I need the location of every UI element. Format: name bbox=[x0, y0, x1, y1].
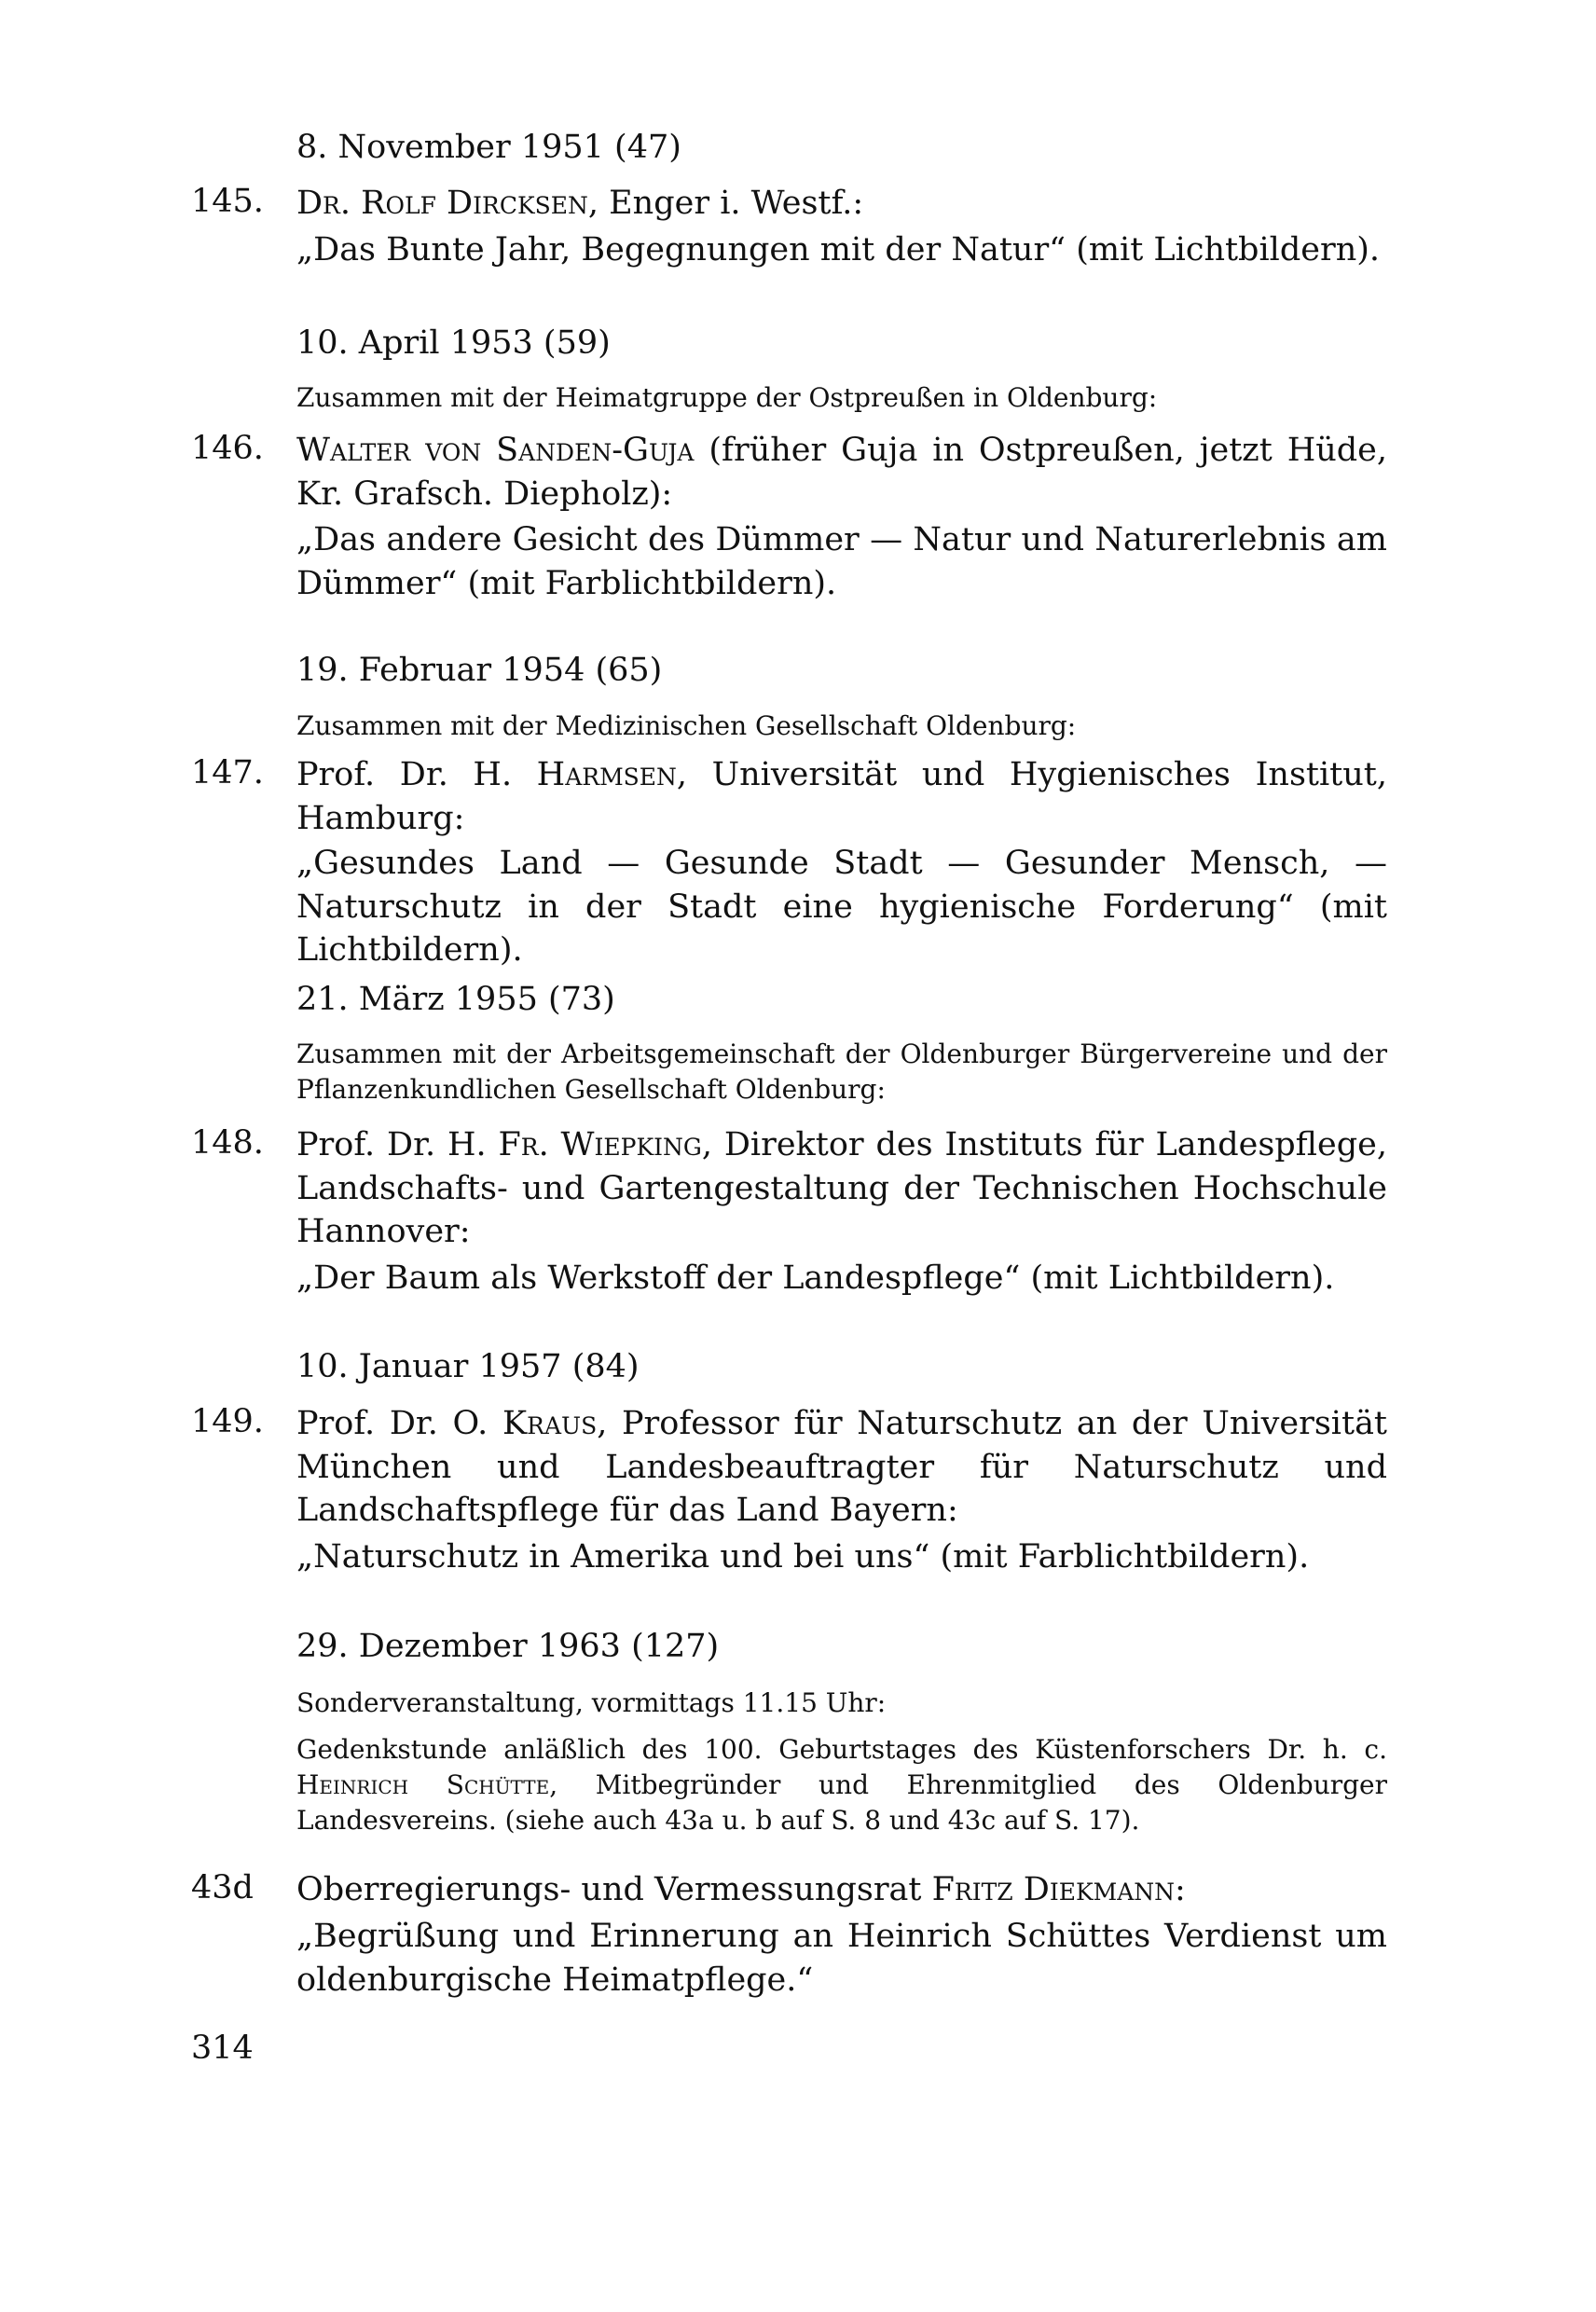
note-text-continued: , Mitbegründer und Ehrenmitglied des Oldenburger Landesvereins. (siehe auch 43a u. b auf S. 8 und 43c auf S. 17). bbox=[296, 1768, 1387, 1836]
speaker-prefix: Prof. Dr. H. bbox=[296, 1126, 499, 1163]
entry-number: 43d bbox=[191, 1869, 254, 1906]
speaker bbox=[296, 1402, 1387, 1533]
entry-number: 145. bbox=[191, 183, 264, 220]
speaker bbox=[296, 1123, 1387, 1254]
page-number: 314 bbox=[191, 2030, 254, 2067]
event-date: 10. Januar 1957 (84) bbox=[296, 1348, 640, 1385]
speaker-name: Kraus bbox=[502, 1405, 598, 1442]
lecture-title: „Gesundes Land — Gesunde Stadt — Gesunder Mensch, — Naturschutz in der Stadt eine hygienische Forderung“ (mit Lichtbildern). bbox=[296, 845, 1387, 970]
event-note: Zusammen mit der Arbeitsgemeinschaft der Oldenburger Bürgervereine und der Pflanzenkundlichen Gesellschaft Oldenburg: bbox=[296, 1039, 1387, 1105]
entry-number: 149. bbox=[191, 1403, 264, 1440]
note-text: Gedenkstunde anläßlich des 100. Geburtstages des Küstenforschers Dr. h. c. bbox=[296, 1734, 1387, 1765]
speaker-affiliation: , Universität und Hygienisches Institut, Hamburg: bbox=[296, 756, 1387, 837]
speaker-name: Dr. Rolf Dircksen bbox=[296, 185, 588, 222]
lecture-title: „Das andere Gesicht des Dümmer — Natur und Naturerlebnis am Dümmer“ (mit Farblichtbildern). bbox=[296, 521, 1387, 602]
entry-number: 146. bbox=[191, 430, 264, 467]
event-note: Sonderveranstaltung, vormittags 11.15 Uhr: bbox=[296, 1687, 887, 1718]
speaker-prefix: Oberregierungs- und Vermessungsrat bbox=[296, 1871, 932, 1908]
event-note: Zusammen mit der Heimatgruppe der Ostpreußen in Oldenburg: bbox=[296, 382, 1158, 413]
speaker-affiliation: , Direktor des Instituts für Landespflege, Landschafts- und Gartengestaltung der Technischen Hochschule Hannover: bbox=[296, 1126, 1387, 1251]
speaker bbox=[296, 753, 1387, 840]
speaker-name: Harmsen bbox=[536, 756, 677, 793]
event-date: 10. April 1953 (59) bbox=[296, 324, 611, 362]
speaker-prefix: Prof. Dr. H. bbox=[296, 756, 537, 793]
speaker bbox=[296, 182, 1387, 226]
entry-number: 147. bbox=[191, 754, 264, 791]
speaker-affiliation: , Professor für Naturschutz an der Universität München und Landesbeauftragter für Naturschutz und Landschaftspflege für das Land Bayern: bbox=[296, 1405, 1387, 1530]
event-date: 29. Dezember 1963 (127) bbox=[296, 1628, 720, 1665]
speaker-affiliation: (früher Guja in Ostpreußen, jetzt Hüde, Kr. Grafsch. Diepholz): bbox=[296, 432, 1387, 513]
speaker-name: Fritz Diekmann bbox=[931, 1871, 1176, 1908]
speaker-name: Fr. Wiepking bbox=[498, 1126, 702, 1163]
event-date: 8. November 1951 (47) bbox=[296, 129, 681, 166]
lecture-title: „Begrüßung und Erinnerung an Heinrich Schüttes Verdienst um oldenburgische Heimatpflege.“ bbox=[296, 1918, 1387, 1999]
lecture-title: „Der Baum als Werkstoff der Landespflege“ (mit Lichtbildern). bbox=[296, 1259, 1335, 1297]
entry-number: 148. bbox=[191, 1124, 264, 1162]
speaker-prefix: Prof. Dr. O. bbox=[296, 1405, 502, 1442]
speaker bbox=[296, 1868, 1387, 1912]
lecture-title: „Naturschutz in Amerika und bei uns“ (mit Farblichtbildern). bbox=[296, 1538, 1310, 1576]
event-date: 21. März 1955 (73) bbox=[296, 981, 615, 1018]
lecture-title: „Das Bunte Jahr, Begegnungen mit der Natur“ (mit Lichtbildern). bbox=[296, 231, 1381, 268]
note-honoree-name: Heinrich Schütte bbox=[296, 1768, 550, 1800]
speaker-affiliation: , Enger i. Westf.: bbox=[587, 185, 864, 222]
speaker bbox=[296, 429, 1387, 516]
event-note: Zusammen mit der Medizinischen Gesellschaft Oldenburg: bbox=[296, 710, 1077, 741]
speaker-affiliation: : bbox=[1175, 1871, 1186, 1908]
event-note-detail bbox=[296, 1732, 1387, 1837]
event-date: 19. Februar 1954 (65) bbox=[296, 652, 663, 689]
speaker-name: Walter von Sanden-Guja bbox=[296, 432, 695, 469]
